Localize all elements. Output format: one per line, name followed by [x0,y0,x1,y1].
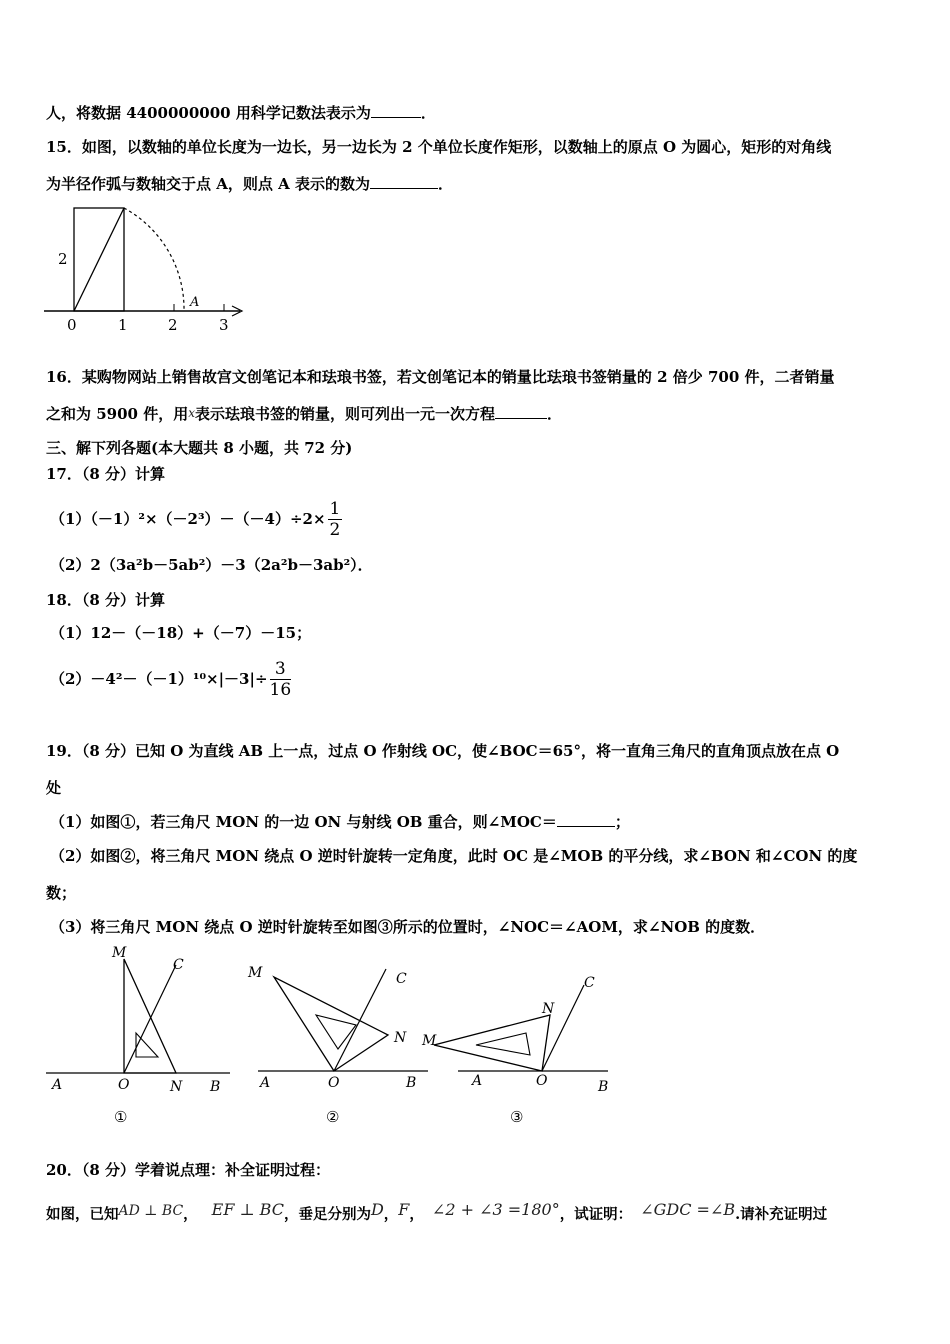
fig2-label-a: A [260,1075,271,1091]
fig1-label-a: A [52,1077,63,1093]
q20-math-5: ∠2 + ∠3 =180° [431,1200,560,1219]
q18-part1: （1）12－（－18）+（－7）－15； [50,624,312,642]
q16-blank [495,404,547,419]
q16-end: ． [547,405,563,423]
q20-text-b: ， [183,1206,198,1223]
q19-blank [557,812,615,827]
fig3-label-n: N [542,1001,555,1017]
q19-part2: （2）如图②，将三角尺 MON 绕点 O 逆时针旋转一定角度，此时 OC 是∠MOB 的平分线，求∠BON 和∠CON 的度 [50,847,858,865]
fig2-label-b: B [406,1075,417,1091]
fig3-caption: ③ [510,1108,524,1126]
q14-text: 人，将数据 4400000000 用科学记数法表示为 [46,104,371,122]
side-label: 2 [58,250,68,268]
q19-line2: 处 [46,779,62,797]
q14-end: ． [420,104,436,122]
q20-math-4: F [398,1200,410,1219]
q20-math-6: ∠GDC =∠B [640,1200,736,1219]
fig1-label-c: C [173,957,184,973]
q15-line2-text: 为半径作弧与数轴交于点 A，则点 A 表示的数为 [46,175,370,193]
q20-text-c: ，垂足分别为 [283,1206,371,1223]
q16-var: x [188,406,195,420]
tick-label-2: 2 [168,316,178,334]
fig1-label-m: M [112,945,127,961]
q18-part2-text: （2）－4²－（－1）¹⁰×|－3|÷ [50,670,268,688]
q19-figures [40,945,620,1130]
fig1-label-b: B [210,1079,221,1095]
q17-frac-den: 2 [329,519,341,540]
q15-line2 [46,174,453,194]
fig3-label-b: B [598,1079,609,1095]
q20-math-2: EF ⊥ BC [211,1200,284,1219]
q20-text-g: .请补充证明过 [735,1206,828,1223]
q20-math-1: AD ⊥ BC [118,1203,184,1219]
q17-part2: （2）2（3a²b－5ab²）－3（2a²b－3ab²）． [50,556,373,574]
q15-blank [370,174,438,189]
q18-part2 [50,657,291,701]
q15-line1: 15．如图，以数轴的单位长度为一边长，另一边长为 2 个单位长度作矩形，以数轴上的原点 O 为圆心，矩形的对角线 [46,138,832,156]
fig2-label-n: N [394,1030,407,1046]
fig1-label-o: O [118,1077,130,1093]
q17-part1 [50,497,342,541]
section3-heading: 三、解下列各题(本大题共 8 小题，共 72 分) [46,439,353,457]
fig2-label-c: C [396,971,407,987]
fig3-label-m: M [422,1033,437,1049]
q19-part1 [50,812,630,832]
q15-figure [40,200,250,335]
diagonal [74,208,124,311]
fig1-caption: ① [114,1108,128,1126]
fig3-label-c: C [584,975,595,991]
fig3-label-o: O [536,1073,548,1089]
q17-fraction [328,499,343,540]
figure-1 [46,945,230,1126]
fig2-label-o: O [328,1075,340,1091]
q18-fraction [270,659,292,700]
figure-3 [421,975,608,1126]
fig3-label-a: A [472,1073,483,1089]
point-a-label: A [190,295,200,310]
q16-line2 [46,403,562,424]
tick-label-0: 0 [67,316,77,334]
q19-part1-text: （1）如图①，若三角尺 MON 的一边 ON 与射线 OB 重合，则∠MOC＝ [50,813,557,831]
fig2-label-m: M [248,965,263,981]
q19-part1-end: ； [614,813,630,831]
q20-title: 20．（8 分）学着说点理：补全证明过程： [46,1161,331,1179]
q17-title: 17．（8 分）计算 [46,465,166,483]
q17-frac-num: 1 [329,498,341,519]
figure-2 [247,965,428,1126]
q14-blank [371,103,421,118]
q16-line2a: 之和为 5900 件，用 [46,405,189,423]
tick-label-3: 3 [219,316,229,334]
q15-end: ． [437,175,453,193]
q20-math-3: D [370,1200,384,1219]
q18-title: 18．（8 分）计算 [46,591,166,609]
q18-frac-den: 16 [269,679,292,700]
fig2-caption: ② [326,1108,340,1126]
q20-text-e: ， [409,1206,424,1223]
q19-part2b: 数； [46,884,77,902]
q16-line1: 16．某购物网站上销售故宫文创笔记本和珐琅书签，若文创笔记本的销量比珐琅书签销量的 2 倍少 700 件，二者销量 [46,368,835,386]
arc [124,208,184,311]
q20-body [46,1200,827,1225]
fig1-label-n: N [170,1079,183,1095]
q20-text-f: ，试证明： [559,1206,633,1223]
q20-text-d: ， [383,1206,399,1223]
q19-part3: （3）将三角尺 MON 绕点 O 逆时针旋转至如图③所示的位置时，∠NOC＝∠AOM，求∠NOB 的度数． [50,918,766,936]
q17-part1-text: （1）（－1）²×（－2³）－（－4）÷2× [50,510,326,528]
q16-line2b: 表示珐琅书签的销量，则可列出一元一次方程 [194,405,495,423]
q19-line1: 19．（8 分）已知 O 为直线 AB 上一点，过点 O 作射线 OC，使∠BOC＝65°，将一直角三角尺的直角顶点放在点 O [46,742,840,760]
q18-frac-num: 3 [270,659,292,680]
q20-text-a: 如图，已知 [46,1206,119,1223]
tick-label-1: 1 [118,316,128,334]
q14-tail [46,103,436,123]
